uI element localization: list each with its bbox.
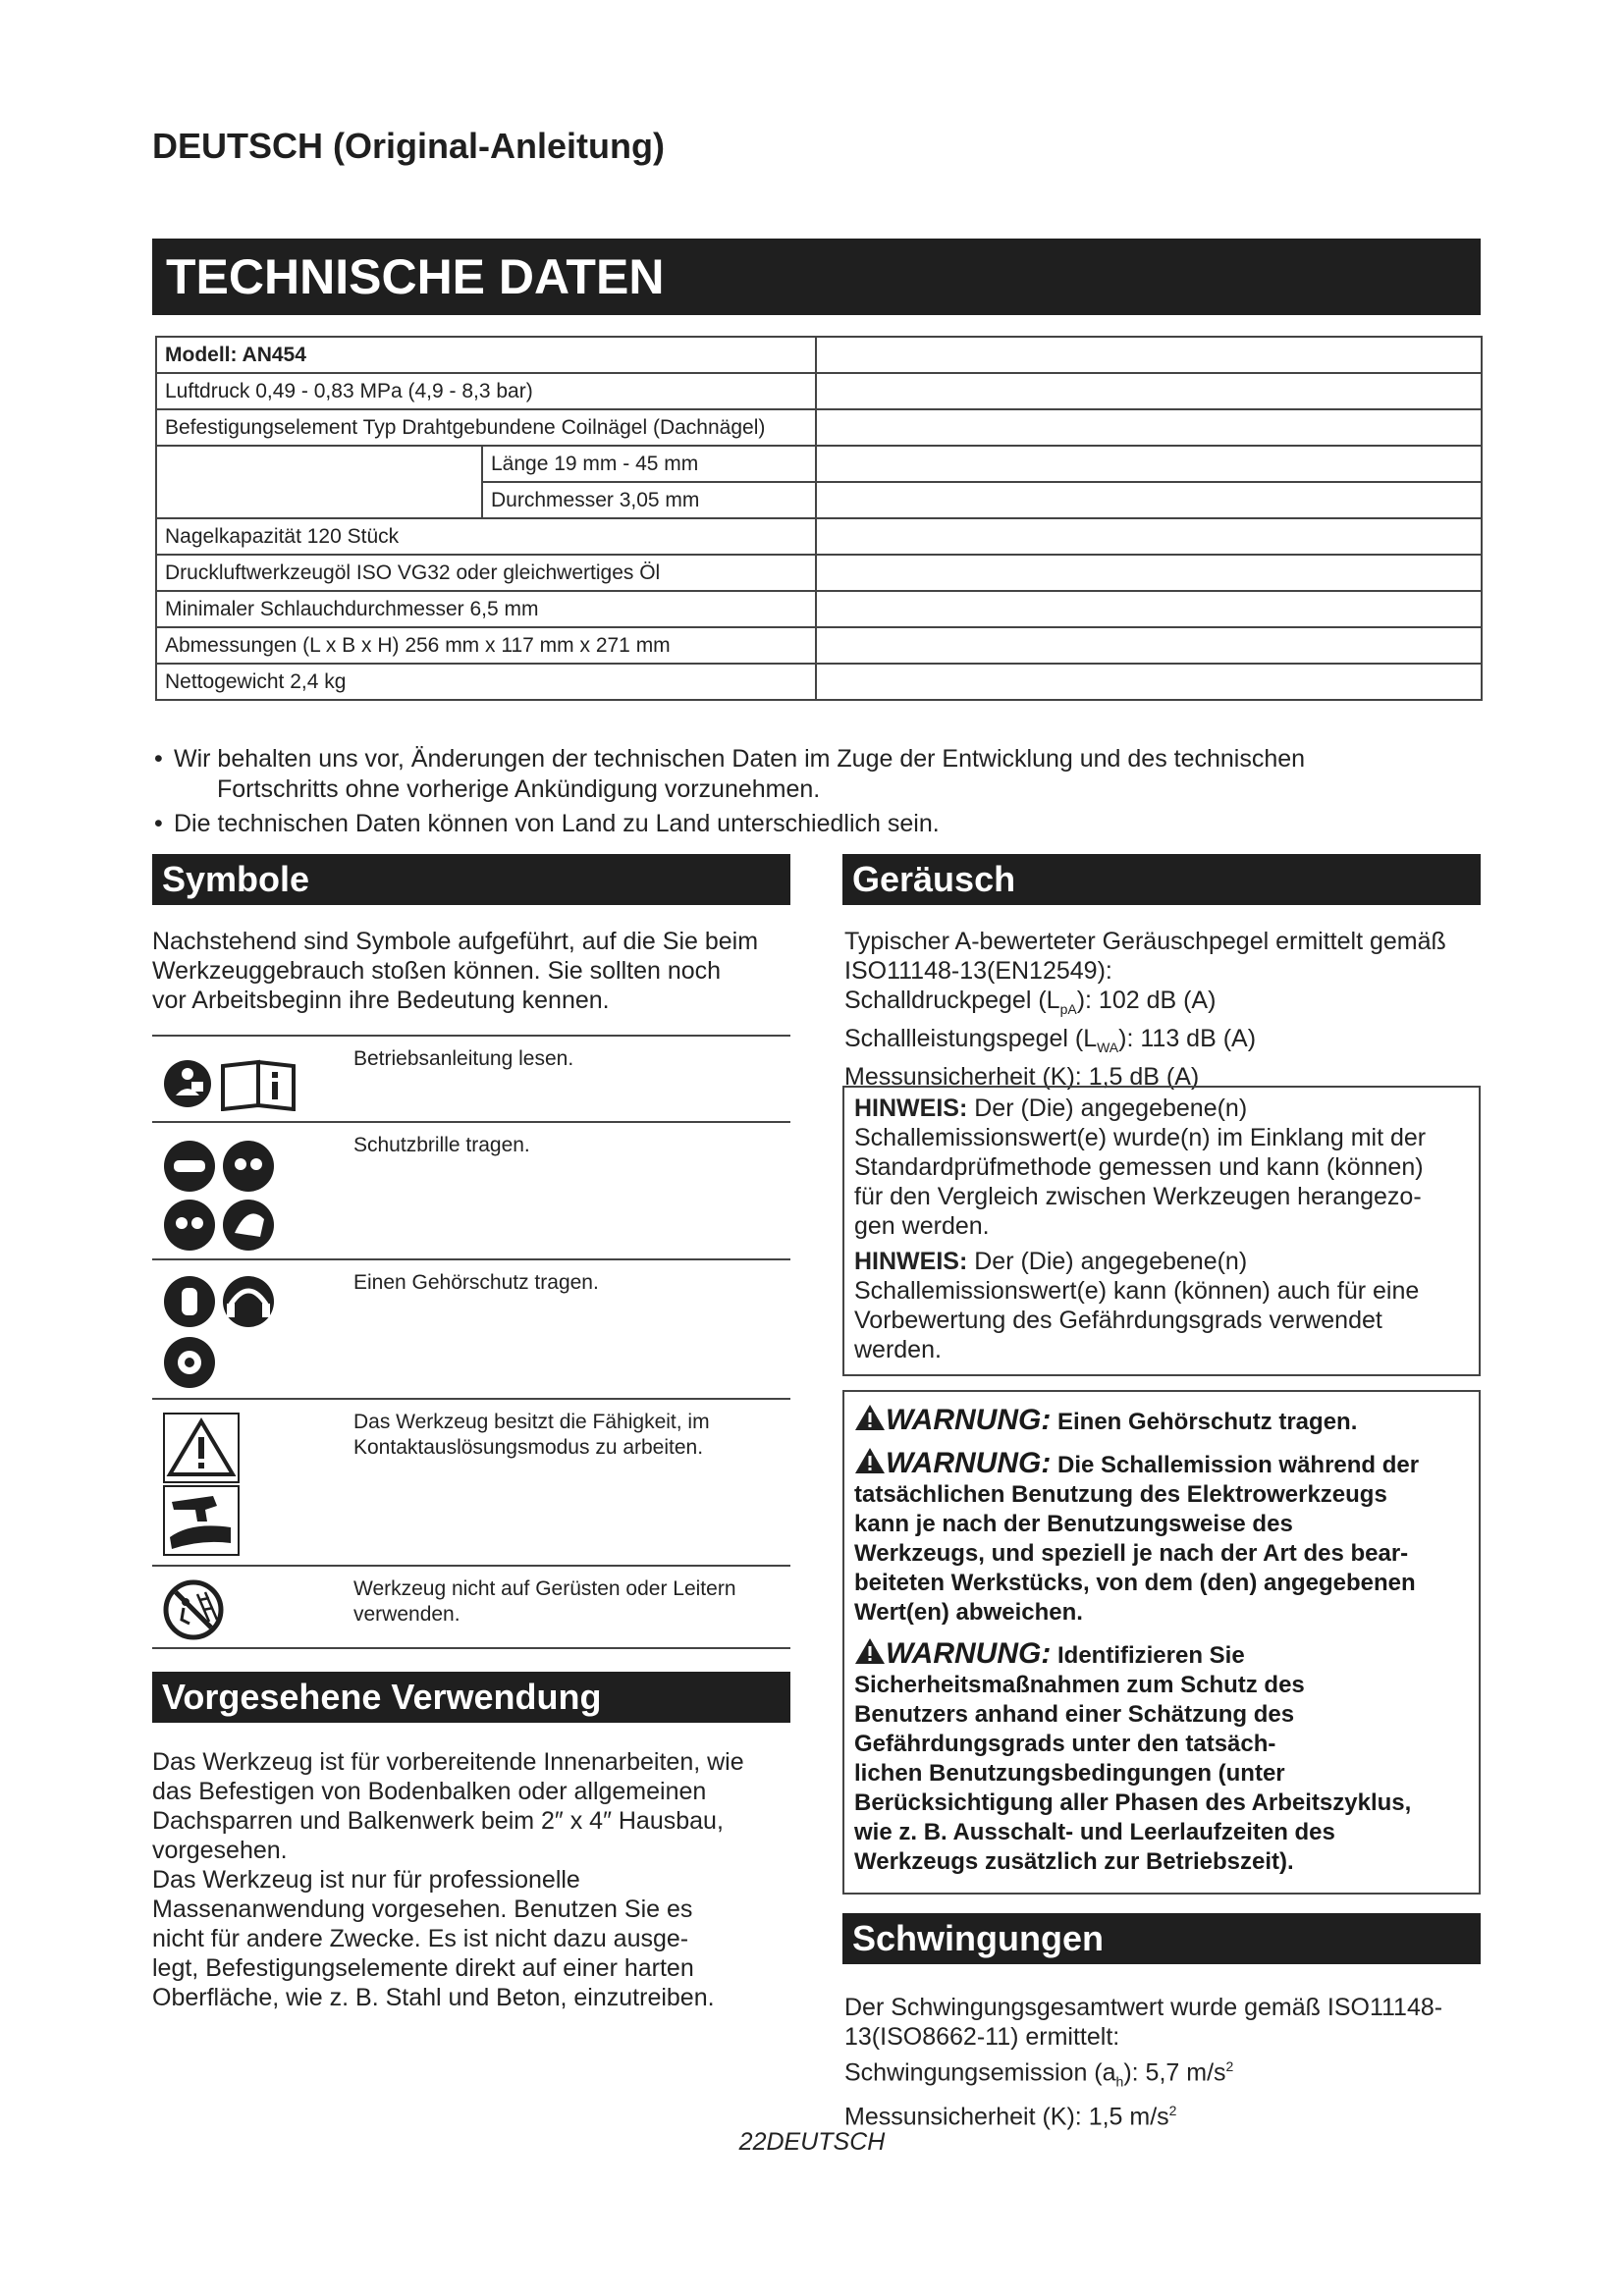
spec-diameter: Durchmesser 3,05 mm — [482, 482, 816, 518]
manual-icon — [162, 1056, 299, 1111]
noise-warning-box: WARNUNG: Einen Gehörschutz tragen. WARNUNG: Die Schallemission während der tatsächlichen Benutzung des Elektrowerkzeugs kann je nach der Benutzungsweise des Werkzeugs, und speziell je nach der Art des bear- beiteten Werkstücks, von dem (den) angegebenen Wert(en) abweichen. WARNUNG: Identifizieren Sie Sicherheitsmaßnahmen zum Schutz des Benutzers anhand einer Schätzung des Gefährdungsgrads unter den tatsäch- lichen Benutzungsbedingungen (unter Berücksichtigung aller Phasen des Arbeitszyklus, wie z. B. Ausschalt- und Leerlaufzeiten des Werkzeugs zusätzlich zur Betriebszeit). — [842, 1390, 1481, 1895]
noise-heading: Geräusch — [842, 854, 1481, 905]
warning-icon — [854, 1404, 886, 1431]
spec-length: Länge 19 mm - 45 mm — [482, 446, 816, 482]
language-title: DEUTSCH (Original-Anleitung) — [152, 126, 665, 166]
table-row — [156, 664, 1482, 700]
technical-data-heading: TECHNISCHE DATEN — [152, 239, 1481, 315]
eye-protection-icon — [162, 1139, 280, 1253]
vibration-values: Der Schwingungsgesamtwert wurde gemäß ISO11148- 13(ISO8662-11) ermittelt: Schwingungsemission $(a_h)$: 5,7 $m/s^2$ Messunsicherheit (K): 1,5 $m/s^2$ — [844, 1993, 1492, 2132]
spec-model: Modell: AN454 — [156, 337, 816, 373]
technical-notes — [152, 744, 1478, 843]
table-row — [156, 409, 1482, 446]
table-row — [156, 627, 1482, 664]
symbol-desc: Betriebsanleitung lesen. — [353, 1047, 574, 1070]
symbols-heading: Symbole — [152, 854, 790, 905]
symbols-list — [152, 1035, 790, 1649]
symbol-desc: Einen Gehörschutz tragen. — [353, 1271, 599, 1294]
table-row — [156, 482, 1482, 518]
noise-values: Typischer A-bewerteter Geräuschpegel ermittelt gemäß ISO11148-13(EN12549): Schalldruckpegel $(L_{pA})$: 102 dB (A) Schallleistungspegel $(L_{WA})$: 113 dB (A) Messunsicherheit (K): 1,5 dB (A) — [844, 927, 1492, 1092]
note-item: • Die technischen Daten können von Land zu Land unterschiedlich sein. — [152, 809, 1478, 839]
spec-oil: Druckluftwerkzeugöl ISO VG32 oder gleichwertiges Öl — [156, 555, 816, 591]
sound-power-level: Schallleistungspegel $(L_{WA})$: 113 dB (A) — [844, 1025, 1257, 1055]
symbol-row-manual — [152, 1037, 790, 1123]
no-ladder-icon — [162, 1578, 225, 1641]
ear-protection-icon — [162, 1274, 280, 1392]
symbol-desc: Werkzeug nicht auf Gerüsten oder Leitern verwenden. — [353, 1577, 736, 1626]
symbol-row-no-ladder — [152, 1567, 790, 1649]
symbol-row-eye — [152, 1123, 790, 1260]
intended-use-heading: Vorgesehene Verwendung — [152, 1672, 790, 1723]
note-item: • Wir behalten uns vor, Änderungen der technischen Daten im Zuge der Entwicklung und des technischen Fortschritts ohne vorherige Ankündigung vorzunehmen. — [152, 744, 1478, 805]
vibration-heading: Schwingungen — [842, 1913, 1481, 1964]
noise-note-box: HINWEIS: Der (Die) angegebene(n) Schallemissionswert(e) wurde(n) im Einklang mit der Standardprüfmethode gemessen und kann (können) für den Vergleich zwischen Werkzeugen herangezo- gen werden. HINWEIS: Der (Die) angegebene(n) Schallemissionswert(e) kann (können) auch für eine Vorbewertung des Gefährdungsgrads verwendet werden. — [842, 1086, 1481, 1376]
spec-weight: Nettogewicht 2,4 kg — [156, 664, 816, 700]
table-row — [156, 518, 1482, 555]
spec-table — [155, 336, 1483, 701]
spec-air-pressure: Luftdruck 0,49 - 0,83 MPa (4,9 - 8,3 bar) — [156, 373, 816, 409]
table-row — [156, 337, 1482, 373]
table-row — [156, 591, 1482, 627]
table-row — [156, 555, 1482, 591]
spec-hose-diameter: Minimaler Schlauchdurchmesser 6,5 mm — [156, 591, 816, 627]
spec-dimensions: Abmessungen (L x B x H) 256 mm x 117 mm x 271 mm — [156, 627, 816, 664]
table-row — [156, 373, 1482, 409]
symbol-desc: Das Werkzeug besitzt die Fähigkeit, im Kontaktauslösungsmodus zu arbeiten. — [353, 1411, 710, 1459]
contact-trip-warning-icon — [162, 1412, 241, 1559]
symbols-intro: Nachstehend sind Symbole aufgeführt, auf die Sie beim Werkzeuggebrauch stoßen können. Sie sollten noch vor Arbeitsbeginn ihre Bedeutung kennen. — [152, 928, 759, 1014]
vibration-emission: Schwingungsemission $(a_h)$: 5,7 $m/s^2$ — [844, 2058, 1234, 2090]
symbol-row-contact-trip — [152, 1400, 790, 1567]
intended-use-text: Das Werkzeug ist für vorbereitende Innenarbeiten, wie das Befestigen von Bodenbalken oder allgemeinen Dachsparren und Balkenwerk beim 2″ x 4″ Hausbau, vorgesehen. Das Werkzeug ist nur für professionelle Massenanwendung vorgesehen. Benutzen Sie es nicht für andere Zwecke. Es ist nicht dazu ausge- legt, Befestigungselemente direkt auf einer harten Oberfläche, wie z. B. Stahl und Beton, einzutreiben. — [152, 1748, 744, 2011]
warning-icon — [854, 1637, 886, 1665]
symbol-desc: Schutzbrille tragen. — [353, 1134, 530, 1156]
page-footer: 22DEUTSCH — [738, 2128, 886, 2156]
table-row — [156, 446, 1482, 482]
warning-icon — [854, 1447, 886, 1474]
vibration-uncertainty: Messunsicherheit (K): 1,5 $m/s^2$ — [844, 2103, 1177, 2131]
spec-fastener-type: Befestigungselement Typ Drahtgebundene Coilnägel (Dachnägel) — [156, 409, 816, 446]
sound-pressure-level: Schalldruckpegel $(L_{pA})$: 102 dB (A) — [844, 987, 1217, 1017]
symbol-row-ear — [152, 1260, 790, 1400]
spec-nail-capacity: Nagelkapazität 120 Stück — [156, 518, 816, 555]
